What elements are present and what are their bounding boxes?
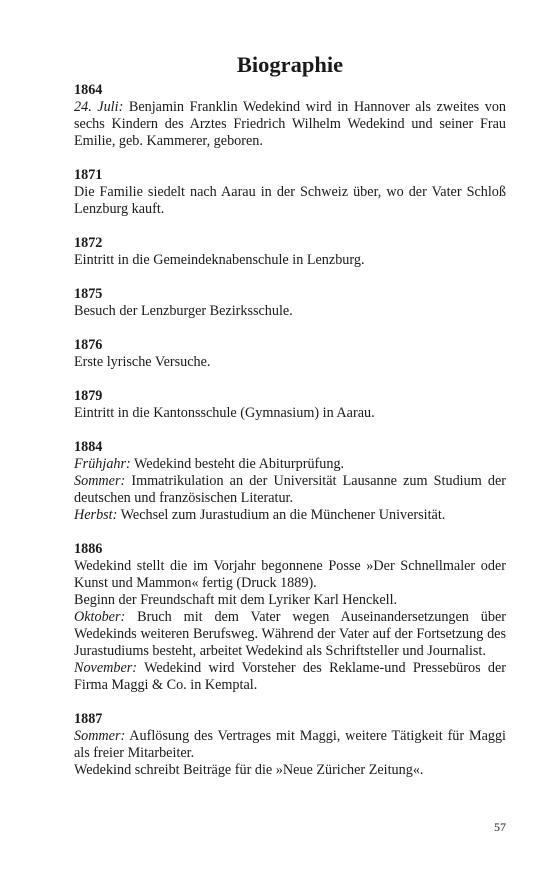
paragraph-text: Wedekind schreibt Beiträge für die »Neue Züricher Zeitung«. [74,762,424,778]
biography-entry [74,235,506,269]
entry-paragraph [74,473,506,507]
entry-paragraph [74,184,506,218]
page-content [74,50,506,796]
biography-list [74,82,506,779]
biography-entry [74,82,506,150]
paragraph-text: Immatrikulation an der Universität Lausanne zum Studium der deutschen und französischen Literatur. [74,473,506,506]
paragraph-date-label: Frühjahr: [74,456,131,472]
paragraph-text: Besuch der Lenzburger Bezirksschule. [74,303,293,319]
entry-paragraph [74,762,506,779]
page-number: 57 [494,820,506,834]
entry-year: 1864 [74,82,103,98]
biography-entry [74,711,506,779]
paragraph-date-label: November: [74,660,138,676]
biography-entry [74,286,506,320]
paragraph-date-label: 24. Juli: [74,99,124,115]
entry-year: 1872 [74,235,103,251]
paragraph-text: Eintritt in die Gemeindeknabenschule in Lenzburg. [74,252,365,268]
entry-year: 1887 [74,711,103,727]
entry-paragraph [74,354,506,371]
paragraph-text: Wedekind stellt die im Vorjahr begonnene Posse »Der Schnellmaler oder Kunst und Mammon« fertig (Druck 1889). [74,558,506,591]
paragraph-text: Wedekind wird Vorsteher des Reklame-und Pressebüros der Firma Maggi & Co. in Kemptal. [74,660,506,693]
entry-year: 1871 [74,167,103,183]
entry-year: 1886 [74,541,103,557]
biography-entry [74,541,506,694]
entry-paragraph [74,609,506,660]
entry-paragraph [74,303,506,320]
entry-paragraph [74,456,506,473]
paragraph-text: Beginn der Freundschaft mit dem Lyriker Karl Henckell. [74,592,398,608]
entry-year: 1876 [74,337,103,353]
paragraph-text: Wedekind besteht die Abiturprüfung. [130,456,345,472]
entry-paragraph [74,507,506,524]
paragraph-date-label: Herbst: [74,507,118,523]
biography-entry [74,167,506,218]
entry-paragraph [74,405,506,422]
entry-paragraph [74,252,506,269]
paragraph-text: Die Familie siedelt nach Aarau in der Schweiz über, wo der Vater Schloß Lenzburg kauft. [74,184,506,217]
paragraph-date-label: Sommer: [74,728,126,744]
paragraph-text: Auflösung des Vertrages mit Maggi, weitere Tätigkeit für Maggi als freier Mitarbeiter. [74,728,506,761]
biography-entry [74,388,506,422]
paragraph-text: Bruch mit dem Vater wegen Auseinandersetzungen über Wedekinds weiteren Berufsweg. Während der Vater auf der Fortsetzung des Jurastudiums besteht, arbeitet Wedekind als Schriftsteller und Journalist. [74,609,506,659]
paragraph-text: Benjamin Franklin Wedekind wird in Hannover als zweites von sechs Kindern des Arztes Friedrich Wilhelm Wedekind und seiner Frau Emilie, geb. Kammerer, geboren. [74,99,507,149]
entry-paragraph [74,660,506,694]
entry-paragraph [74,99,506,150]
entry-year: 1875 [74,286,103,302]
entry-paragraph [74,728,506,762]
paragraph-text: Erste lyrische Versuche. [74,354,211,370]
page-title: Biographie [236,52,344,77]
entry-paragraph [74,592,506,609]
paragraph-text: Eintritt in die Kantonsschule (Gymnasium) in Aarau. [74,405,375,421]
biography-entry [74,337,506,371]
entry-paragraph [74,558,506,592]
biography-entry [74,439,506,524]
entry-year: 1884 [74,439,103,455]
paragraph-text: Wechsel zum Jurastudium an die Münchener Universität. [117,507,446,523]
paragraph-date-label: Sommer: [74,473,126,489]
paragraph-date-label: Oktober: [74,609,126,625]
entry-year: 1879 [74,388,103,404]
